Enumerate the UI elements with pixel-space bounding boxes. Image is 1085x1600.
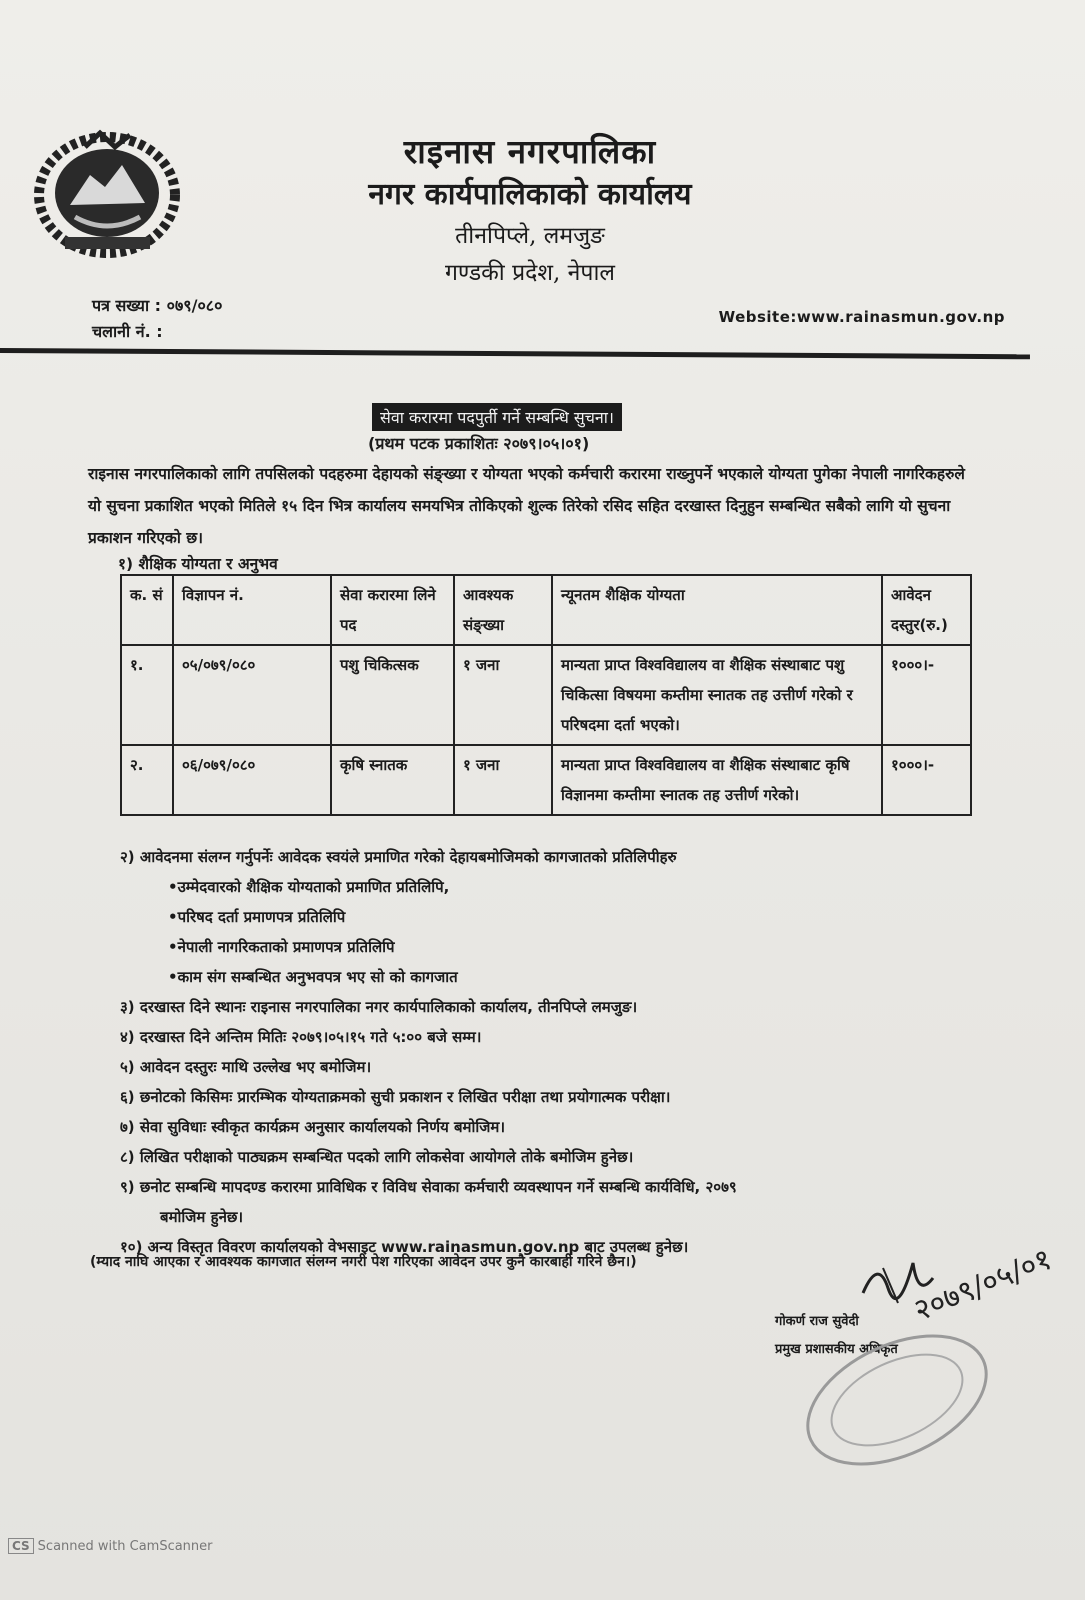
header-qualification: न्यूनतम शैक्षिक योग्यता [552, 575, 882, 645]
scanner-watermark [8, 1538, 213, 1554]
cell-fee: १०००।- [882, 645, 971, 745]
letter-number [92, 294, 222, 316]
table-header-row [121, 575, 971, 645]
cell-qualification: मान्यता प्राप्त विश्वविद्यालय वा शैक्षिक संस्थाबाट कृषि विज्ञानमा कम्तीमा स्नातक तह उत्तीर्ण गरेको। [552, 745, 882, 815]
list-item: २) आवेदनमा संलग्न गर्नुपर्नेः आवेदक स्वयंले प्रमाणित गरेको देहायबमोजिमको कागजातको प्रतिलिपीहरु [120, 848, 677, 866]
instruction-list [120, 842, 1020, 1262]
qualification-table [120, 574, 972, 816]
cell-serial: २. [121, 745, 173, 815]
office-location: तीनपिप्ले, लमजुङ [455, 223, 605, 249]
cell-serial: १. [121, 645, 173, 745]
table-row [121, 745, 971, 815]
header-divider [0, 348, 1030, 359]
municipality-name: राइनास नगरपालिका [403, 132, 657, 171]
cell-ad-number: ०५/०७९/०८० [173, 645, 331, 745]
cell-count: १ जना [454, 645, 552, 745]
section-1-heading: १) शैक्षिक योग्यता र अनुभव [118, 555, 278, 573]
list-item: १०) अन्य विस्तृत विवरण कार्यालयको वेभसाइट www.rainasmun.gov.np बाट उपलब्ध हुनेछ। [120, 1238, 689, 1256]
header-count: आवश्यक संङ्ख्या [454, 575, 552, 645]
scanner-text: Scanned with CamScanner [37, 1539, 213, 1554]
camscanner-logo: CS [8, 1538, 34, 1554]
signer-name: गोकर्ण राज सुवेदी [775, 1314, 859, 1329]
province-country: गण्डकी प्रदेश, नेपाल [444, 260, 616, 286]
cell-ad-number: ०६/०७९/०८० [173, 745, 331, 815]
website-url: Website:www.rainasmun.gov.np [718, 308, 1005, 326]
footnote: (म्याद नाघि आएका र आवश्यक कागजात संलग्न नगरी पेश गरिएका आवेदन उपर कुनै कारबाही गरिने छैन।) [90, 1254, 637, 1270]
table-row [121, 645, 971, 745]
header-ad-number: विज्ञापन नं. [173, 575, 331, 645]
cell-qualification: मान्यता प्राप्त विश्वविद्यालय वा शैक्षिक संस्थाबाट पशु चिकित्सा विषयमा कम्तीमा स्नातक तह उत्तीर्ण गरेको र परिषदमा दर्ता भएको। [552, 645, 882, 745]
list-item: •उम्मेदवारको शैक्षिक योग्यताको प्रमाणित प्रतिलिपि, [168, 878, 450, 896]
cell-position: कृषि स्नातक [331, 745, 454, 815]
list-item: •परिषद दर्ता प्रमाणपत्र प्रतिलिपि [168, 908, 346, 926]
office-name: नगर कार्यपालिकाको कार्यालय [368, 177, 692, 212]
list-item: ३) दरखास्त दिने स्थानः राइनास नगरपालिका नगर कार्यपालिकाको कार्यालय, तीनपिप्ले लमजुङ। [120, 998, 638, 1016]
signature-date: २०७९/०५/०१ [909, 1241, 1057, 1329]
header-fee: आवेदन दस्तुर(रु.) [882, 575, 971, 645]
list-item: ५) आवेदन दस्तुरः माथि उल्लेख भए बमोजिम। [120, 1058, 372, 1076]
cell-position: पशु चिकित्सक [331, 645, 454, 745]
nepal-emblem-icon [30, 125, 185, 260]
notice-title: सेवा करारमा पदपुर्ती गर्ने सम्बन्धि सुचना। [372, 403, 622, 431]
list-item: •नेपाली नागरिकताको प्रमाणपत्र प्रतिलिपि [168, 938, 395, 956]
list-item: बमोजिम हुनेछ। [160, 1208, 244, 1226]
header-position: सेवा करारमा लिने पद [331, 575, 454, 645]
list-item: ७) सेवा सुविधाः स्वीकृत कार्यक्रम अनुसार कार्यालयको निर्णय बमोजिम। [120, 1118, 506, 1136]
list-item: ८) लिखित परीक्षाको पाठ्यक्रम सम्बन्धित पदको लागि लोकसेवा आयोगले तोके बमोजिम हुनेछ। [120, 1148, 634, 1166]
intro-paragraph: राइनास नगरपालिकाको लागि तपसिलको पदहरुमा देहायको संङ्ख्या र योग्यता भएको कर्मचारी करारमा राख्नुपर्ने भएकाले योग्यता पुगेका नेपाली नागरिकहरुले यो सुचना प्रकाशित भएको मितिले १५ दिन भित्र कार्यालय समयभित्र तोकिएको शुल्क तिरेको रसिद सहित दरखास्त दिनुहुन सम्बन्धित सबैको लागि यो सुचना प्रकाशन गरिएको छ। [88, 465, 965, 547]
published-date: (प्रथम पटक प्रकाशितः २०७९।०५।०१) [368, 434, 590, 453]
list-item: •काम संग सम्बन्धित अनुभवपत्र भए सो को कागजात [168, 968, 458, 986]
header-serial: क. सं [121, 575, 173, 645]
list-item: ९) छनोट सम्बन्धि मापदण्ड करारमा प्राविधिक र विविध सेवाका कर्मचारी व्यवस्थापन गर्ने सम्बन्धि कार्यविधि, २०७९ [120, 1178, 737, 1196]
letter-number-value: ०७९/०८० [166, 296, 223, 315]
cell-count: १ जना [454, 745, 552, 815]
list-item: ६) छनोटको किसिमः प्रारम्भिक योग्यताक्रमको सुची प्रकाशन र लिखित परीक्षा तथा प्रयोगात्मक परीक्षा। [120, 1088, 671, 1106]
letter-number-label: पत्र सख्या : [92, 296, 162, 315]
dispatch-number: चलानी नं. : [92, 322, 163, 341]
signer-title: प्रमुख प्रशासकीय अधिकृत [775, 1342, 898, 1357]
list-item: ४) दरखास्त दिने अन्तिम मितिः २०७९।०५।१५ गते ५:०० बजे सम्म। [120, 1028, 482, 1046]
cell-fee: १०००।- [882, 745, 971, 815]
office-stamp-icon [792, 1330, 1002, 1470]
